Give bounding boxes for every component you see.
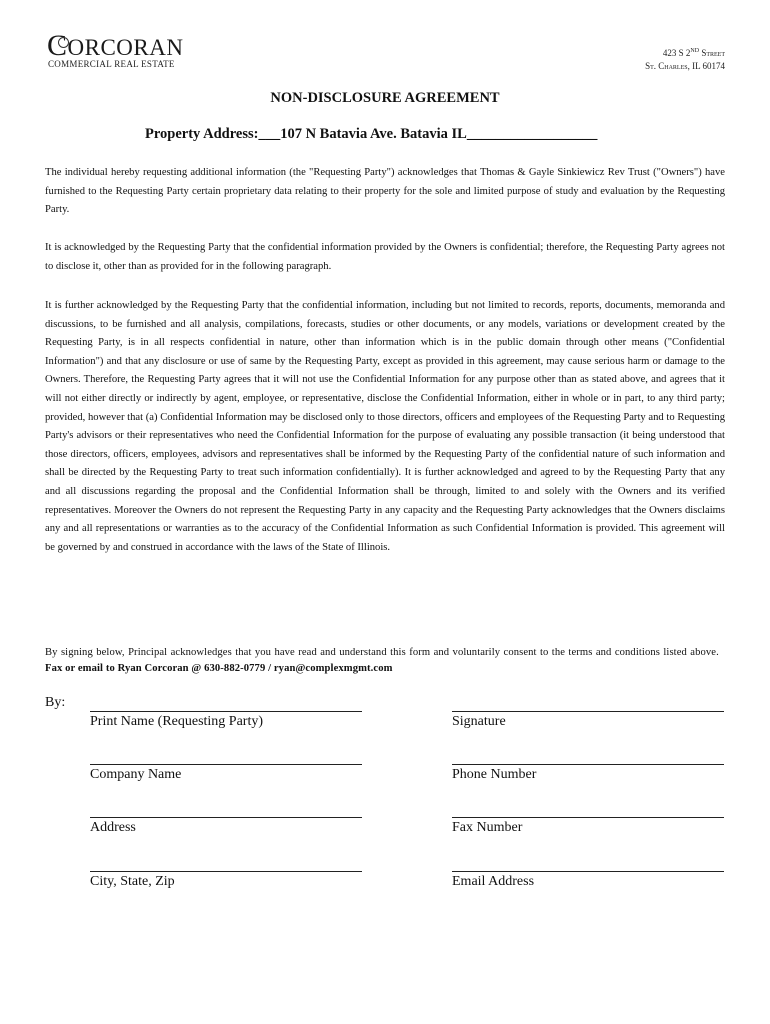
company-address [645,45,725,73]
paragraph-owners: The individual hereby requesting additional information (the "Requesting Party") acknowledges that Thomas & Gayle Sinkiewicz Rev Trust ("Owners") have furnished to the Requesting Party certain proprietary data relating to their property for the sole and limited purpose of study and evaluation by the Requesting Party. [45,167,725,216]
fax-number-label: Fax Number [452,820,523,835]
logo-wordmark: CORCORAN [47,29,184,62]
paragraph-confidential: It is acknowledged by the Requesting Party that the confidential information provided by the Owners is confidential; therefore, the Requesting Party agrees not to disclose it, other than as provided for in the following paragraph. [45,242,725,272]
address-line-2: St. Charles, IL 60174 [645,61,725,71]
address-label: Address [90,820,136,835]
contact-info: Fax or email to Ryan Corcoran @ 630-882-0779 / ryan@complexmgmt.com [45,663,393,674]
document-title: NON-DISCLOSURE AGREEMENT [270,90,500,106]
fax-number-line[interactable] [452,817,724,818]
signature-label: Signature [452,714,506,729]
city-state-zip-label: City, State, Zip [90,874,175,889]
phone-number-label: Phone Number [452,767,537,782]
paragraph-terms: It is further acknowledged by the Requesting Party that the confidential information, including but not limited to records, reports, documents, memoranda and discussions, to be furnished and all analysis, compilations, forecasts, studies or other documents, or any models, variations or development created by the Requesting Party, is in all respects confidential in nature, other than information which is in the public domain through other means ("Confidential Information") and that any disclosure or use of same by the Requesting Party, except as provided in this agreement, may cause serious harm or damage to the Owners. Therefore, the Requesting Party agrees that it will not use the Confidential Information for any purpose other than as stated above, and agrees that it will not either directly or indirectly by agent, employee, or representative, disclose the Confidential Information, either in whole or in part, to any third party; provided, however that (a) Confidential Information may be disclosed only to those directors, officers and employees of the Requesting Party and to Requesting Party's advisors or their representatives who need the Confidential Information for the purpose of evaluating any possible transaction (it being understood that those directors, officers, employees, advisors and representatives shall be informed by the Requesting Party of the confidential nature of such information and shall be directed by the Requesting Party to treat such information confidentially). It is further acknowledged and agreed to by the Requesting Party that any and all discussions regarding the proposal and the Confidential Information shall be through, limited to and solely with the Owners and its verified representatives. Moreover the Owners do not represent the Requesting Party in any capacity and the Requesting Party acknowledges that the Owners disclaims any and all representations or warranties as to the accuracy of the Confidential Information as such Confidential Information is provided. This agreement will be governed by and construed in accordance with the laws of the State of Illinois. [45,300,725,553]
address-line-1: 423 S 2ND Street [662,48,725,58]
company-name-line[interactable] [90,764,362,765]
print-name-label: Print Name (Requesting Party) [90,714,264,729]
phone-number-line[interactable] [452,764,724,765]
logo-ring-icon [58,37,69,48]
property-address: Property Address:___107 N Batavia Ave. Batavia IL__________________ [145,126,598,142]
paragraph-consent: By signing below, Principal acknowledges that you have read and understand this form and voluntarily consent to the terms and conditions listed above. Fax or email to Ryan Corcoran @ 630-882-0779 / ryan@complexmgmt.com [45,647,719,674]
email-address-line[interactable] [452,871,724,872]
by-label: By: [45,695,66,710]
email-address-label: Email Address [452,874,535,889]
address-line[interactable] [90,817,362,818]
logo-tagline: COMMERCIAL REAL ESTATE [48,59,175,69]
signature-line[interactable] [452,711,724,712]
company-logo [47,29,184,73]
city-state-zip-line[interactable] [90,871,362,872]
company-name-label: Company Name [90,767,182,782]
print-name-line[interactable] [90,711,362,712]
